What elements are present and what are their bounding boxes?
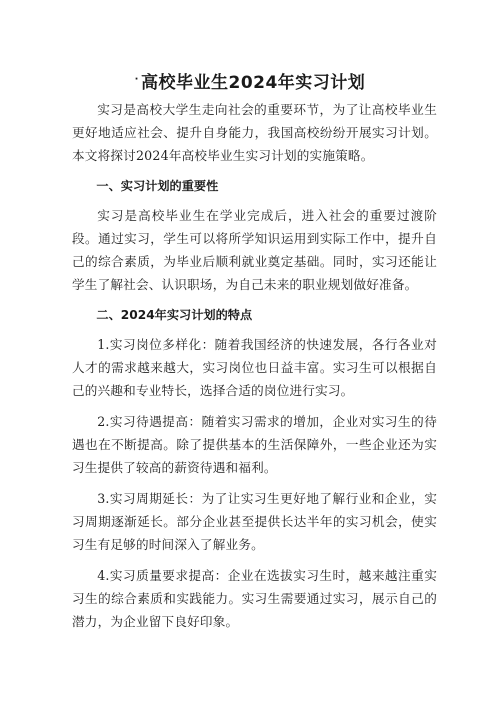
feature-item-compensation: 2.实习待遇提高：随着实习需求的增加，企业对实习生的待遇也在不断提高。除了提供基本的生活保障外，一些企业还为实习生提供了较高的薪资待遇和福利。 [72,414,437,475]
section-paragraph-importance: 实习是高校毕业生在学业完成后，进入社会的重要过渡阶段。通过实习，学生可以将所学知识运用到实际工作中，提升自己的综合素质，为毕业后顺利就业奠定基础。同时，实习还能让学生了解社会、认识职场，为自己未来的职业规划做好准备。 [72,208,437,292]
feature-item-diversity: 1.实习岗位多样化：随着我国经济的快速发展，各行各业对人才的需求越来越大，实习岗位也日益丰富。实习生可以根据自己的兴趣和专业特长，选择合适的岗位进行实习。 [72,337,437,398]
document-body [72,98,437,641]
page-title [0,68,500,93]
title-mark: · [134,74,139,85]
section-heading-importance: 一、实习计划的重要性 [96,179,219,193]
intro-paragraph: 实习是高校大学生走向社会的重要环节，为了让高校毕业生更好地适应社会、提升自身能力，我国高校纷纷开展实习计划。本文将探讨2024年高校毕业生实习计划的实施策略。 [72,102,437,163]
feature-item-quality: 4.实习质量要求提高：企业在选拔实习生时，越来越注重实习生的综合素质和实践能力。实习生需要通过实习，展示自己的潜力，为企业留下良好印象。 [72,568,437,629]
feature-item-duration: 3.实习周期延长：为了让实习生更好地了解行业和企业，实习周期逐渐延长。部分企业甚至提供长达半年的实习机会，使实习生有足够的时间深入了解业务。 [72,491,437,552]
title-text: 高校毕业生2024年实习计划 [140,73,366,93]
section-heading-features: 二、2024年实习计划的特点 [96,308,253,322]
